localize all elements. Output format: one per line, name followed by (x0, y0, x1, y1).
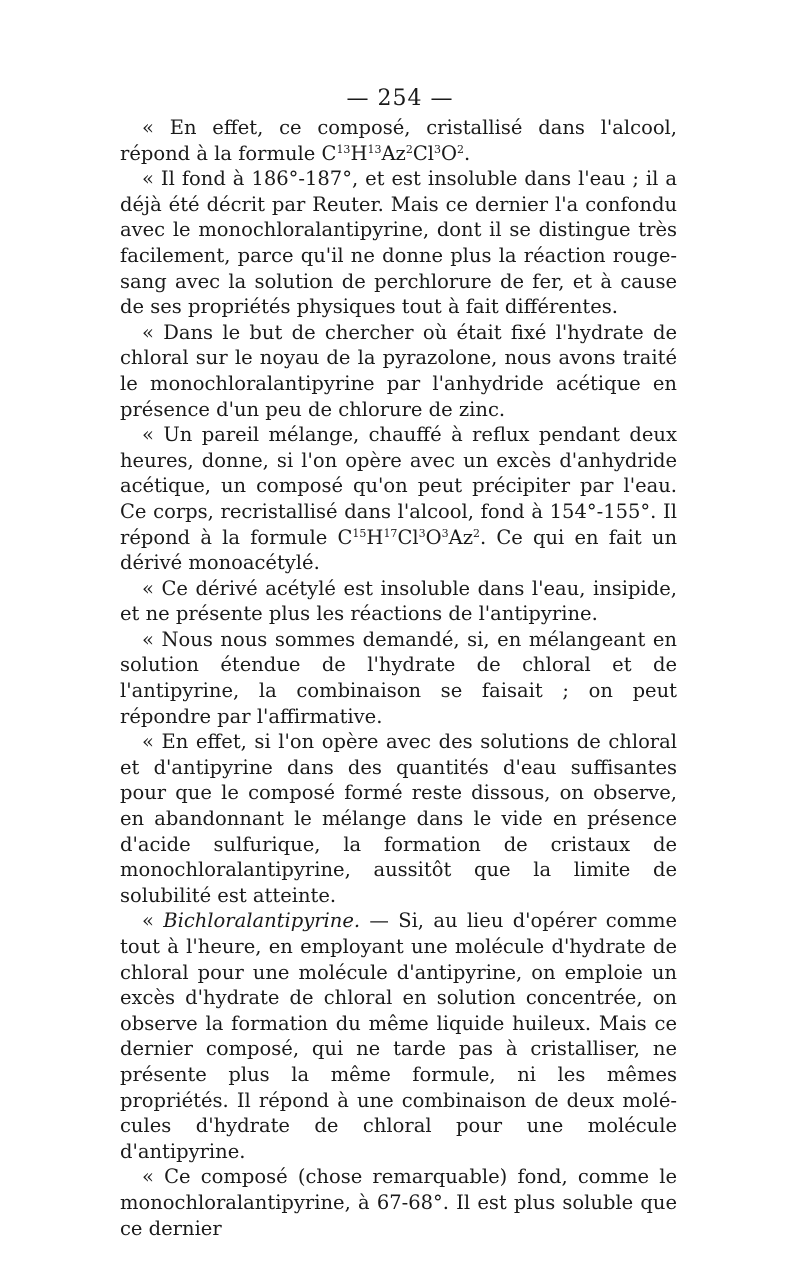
formula: $C^{15}H^{17}Cl^3O^3Az^2$. (337, 525, 487, 549)
paragraph-8: « Bichloralantipyrine. — Si, au lieu d'opérer comme tout à l'heure, en employant une molécule d'hydrate de chloral pour une molécule d'antipyrine, on emploie un excès d'hydrate de chloral en solution concentrée, on observe la formation du même liquide huileux. Mais ce dernier composé, qui ne tarde pas à cristalliser, ne présente plus la même formule, ni les mêmes propriétés. Il répond à une combinaison de deux molécules d'hydrate de chloral pour une molécule d'antipyrine. (120, 909, 677, 1163)
paragraph-4: « Un pareil mélange, chauffé à reflux pendant deux heures, donne, si l'on opère avec un excès d'anhydride acétique, un composé qu'on peut précipiter par l'eau. Ce corps, recristallisé dans l'alcool, fond à 154°-155°. Il répond à la formule $C^{15}H^{17}Cl^3O^3Az^2$. Ce qui en fait un dérivé monoacétylé. (120, 423, 678, 575)
formula: $C^{13}H^{13}Az^2Cl^3O^2$. (321, 141, 471, 165)
page-number: — 254 — (346, 86, 454, 111)
paragraph-2: « Il fond à 186°-187°, et est insoluble dans l'eau ; il a déjà été décrit par Reuter. Mais ce dernier l'a confondu avec le monochloralantipyrine, dont il se distingue très facilement, parce qu'il ne donne plus la réaction rouge-sang avec la solution de perchlorure de fer, et à cause de ses propriétés physiques tout à fait différentes. (120, 167, 677, 319)
paragraph-7: « En effet, si l'on opère avec des solutions de chloral et d'antipyrine dans des quantités d'eau suffisantes pour que le composé formé reste dissous, on observe, en abandonnant le mélange dans le vide en présence d'acide sulfurique, la formation de cristaux de monochloralantipyrine, aussitôt que la limite de solubilité est atteinte. (120, 730, 677, 907)
paragraph-5: « Ce dérivé acétylé est insoluble dans l'eau, insipide, et ne présente plus les réactions de l'antipyrine. (120, 576, 677, 626)
paragraph-6: « Nous nous sommes demandé, si, en mélangeant en solution étendue de l'hydrate de chloral et de l'antipyrine, la combinaison se faisait ; on peut répondre par l'affirmative. (120, 627, 677, 728)
paragraph-1: « En effet, ce composé, cristallisé dans l'alcool, répond à la formule $C^{13}H^{13}Az^2Cl^3O^2$. (120, 116, 677, 165)
paragraph-9: « Ce composé (chose remarquable) fond, comme le monochloralantipyrine, à 67-68°. Il est plus soluble que ce dernier (120, 1165, 677, 1240)
body-text (120, 115, 677, 1241)
section-heading-italic: Bichloralantipyrine. (163, 909, 361, 933)
paragraph-3: « Dans le but de chercher où était fixé l'hydrate de chloral sur le noyau de la pyrazolone, nous avons traité le monochloralantipyrine par l'anhydride acétique en présence d'un peu de chlorure de zinc. (120, 320, 677, 421)
